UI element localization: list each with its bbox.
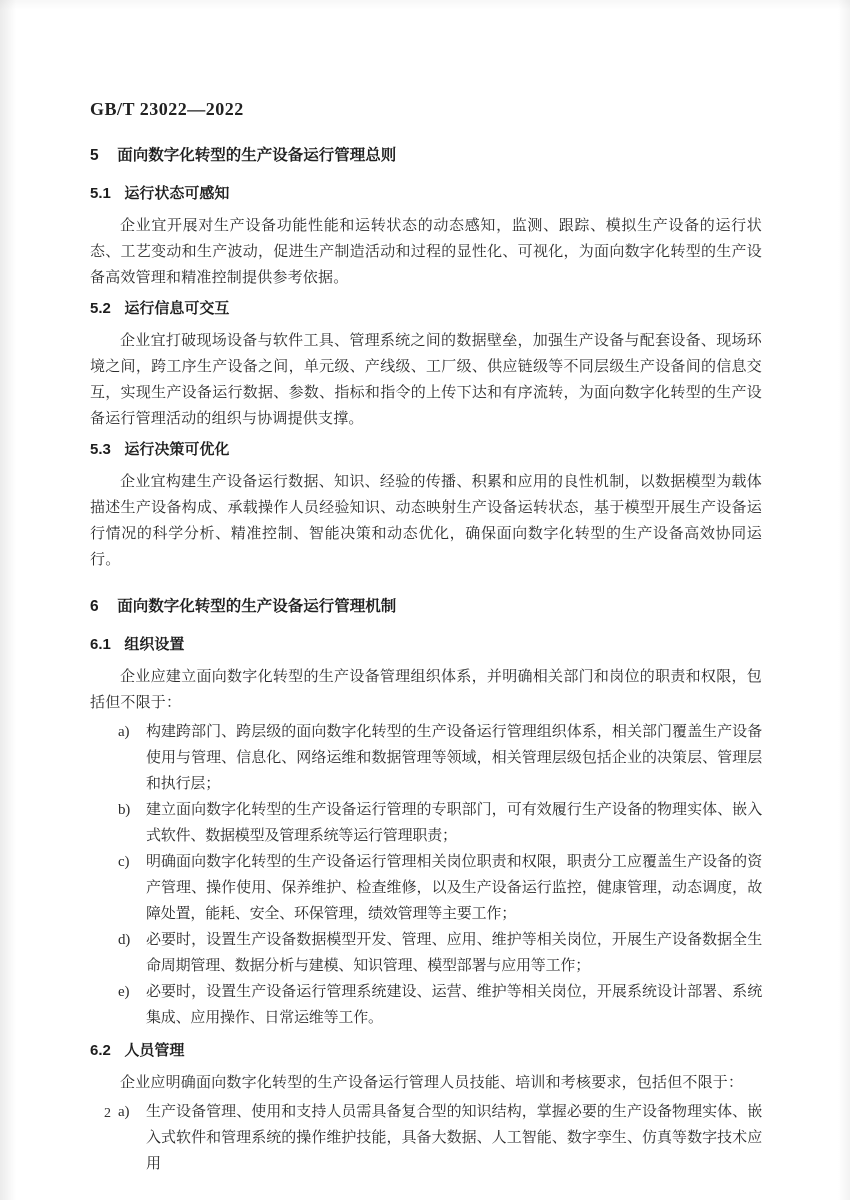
list-item-a <box>90 719 762 797</box>
section-6-heading <box>90 597 762 617</box>
list-marker: c) <box>118 854 130 870</box>
clause-6-1-intro: 企业应建立面向数字化转型的生产设备管理组织体系，并明确相关部门和岗位的职责和权限，包括但不限于： <box>90 669 762 711</box>
list-item-text: 生产设备管理、使用和支持人员需具备复合型的知识结构，掌握必要的生产设备物理实体、嵌入式软件和管理系统的操作维护技能，具备大数据、人工智能、数字孪生、仿真等数字技术应用 <box>146 1104 762 1172</box>
list-item-d <box>90 927 762 979</box>
list-item-e <box>90 979 762 1031</box>
clause-6-2-heading <box>90 1041 762 1061</box>
clause-number: 6.2 <box>90 1042 111 1059</box>
clause-title: 人员管理 <box>124 1042 185 1059</box>
standard-number: GB/T 23022—2022 <box>90 99 244 119</box>
clause-5-2-heading <box>90 299 762 319</box>
section-number: 5 <box>90 147 99 164</box>
list-item-text: 明确面向数字化转型的生产设备运行管理相关岗位职责和权限，职责分工应覆盖生产设备的资产管理、操作使用、保养维护、检查维修，以及生产设备运行监控，健康管理，动态调度，故障处置，能耗、安全、环保管理，绩效管理等主要工作； <box>146 854 762 922</box>
list-item-text: 建立面向数字化转型的生产设备运行管理的专职部门，可有效履行生产设备的物理实体、嵌入式软件、数据模型及管理系统等运行管理职责； <box>146 802 762 844</box>
clause-6-1-list <box>90 719 762 1031</box>
page-number: 2 <box>104 1106 111 1121</box>
clause-title: 运行决策可优化 <box>124 441 230 458</box>
clause-title: 运行信息可交互 <box>124 300 230 317</box>
list-item-text: 构建跨部门、跨层级的面向数字化转型的生产设备运行管理组织体系，相关部门覆盖生产设备使用与管理、信息化、网络运维和数据管理等领域，相关管理层级包括企业的决策层、管理层和执行层； <box>146 724 762 792</box>
clause-5-2-paragraph: 企业宜打破现场设备与软件工具、管理系统之间的数据壁垒，加强生产设备与配套设备、现场环境之间，跨工序生产设备之间，单元级、产线级、工厂级、供应链级等不同层级生产设备间的信息交互，实现生产设备运行数据、参数、指标和指令的上传下达和有序流转，为面向数字化转型的生产设备运行管理活动的组织与协调提供支撑。 <box>90 333 762 427</box>
list-marker: d) <box>118 932 131 948</box>
section-number: 6 <box>90 598 99 615</box>
list-marker: b) <box>118 802 131 818</box>
clause-number: 5.3 <box>90 441 111 458</box>
list-item-text: 必要时，设置生产设备运行管理系统建设、运营、维护等相关岗位，开展系统设计部署、系统集成、应用操作、日常运维等工作。 <box>146 984 762 1026</box>
clause-6-2-list <box>90 1099 762 1177</box>
clause-6-1-heading <box>90 635 762 655</box>
clause-5-1-heading <box>90 184 762 204</box>
clause-number: 6.1 <box>90 636 111 653</box>
clause-number: 5.2 <box>90 300 111 317</box>
list-item-c <box>90 849 762 927</box>
section-5-heading <box>90 146 762 166</box>
clause-6-2-intro: 企业应明确面向数字化转型的生产设备运行管理人员技能、培训和考核要求，包括但不限于： <box>120 1075 744 1091</box>
list-item-text: 必要时，设置生产设备数据模型开发、管理、应用、维护等相关岗位，开展生产设备数据全生命周期管理、数据分析与建模、知识管理、模型部署与应用等工作； <box>146 932 762 974</box>
list-item-a <box>90 1099 762 1177</box>
clause-5-1-paragraph: 企业宜开展对生产设备功能性能和运转状态的动态感知，监测、跟踪、模拟生产设备的运行状态、工艺变动和生产波动，促进生产制造活动和过程的显性化、可视化，为面向数字化转型的生产设备高效管理和精准控制提供参考依据。 <box>90 218 762 286</box>
section-title: 面向数字化转型的生产设备运行管理机制 <box>117 598 397 615</box>
clause-title: 组织设置 <box>124 636 185 653</box>
list-marker: e) <box>118 984 130 1000</box>
clause-5-3-heading <box>90 440 762 460</box>
clause-5-3-paragraph: 企业宜构建生产设备运行数据、知识、经验的传播、积累和应用的良性机制，以数据模型为载体描述生产设备构成、承载操作人员经验知识、动态映射生产设备运转状态，基于模型开展生产设备运行情况的科学分析、精准控制、智能决策和动态优化，确保面向数字化转型的生产设备高效协同运行。 <box>90 474 762 568</box>
clause-title: 运行状态可感知 <box>124 185 230 202</box>
clause-number: 5.1 <box>90 185 111 202</box>
list-item-b <box>90 797 762 849</box>
list-marker: a) <box>118 1104 130 1120</box>
section-title: 面向数字化转型的生产设备运行管理总则 <box>117 147 397 164</box>
list-marker: a) <box>118 724 130 740</box>
